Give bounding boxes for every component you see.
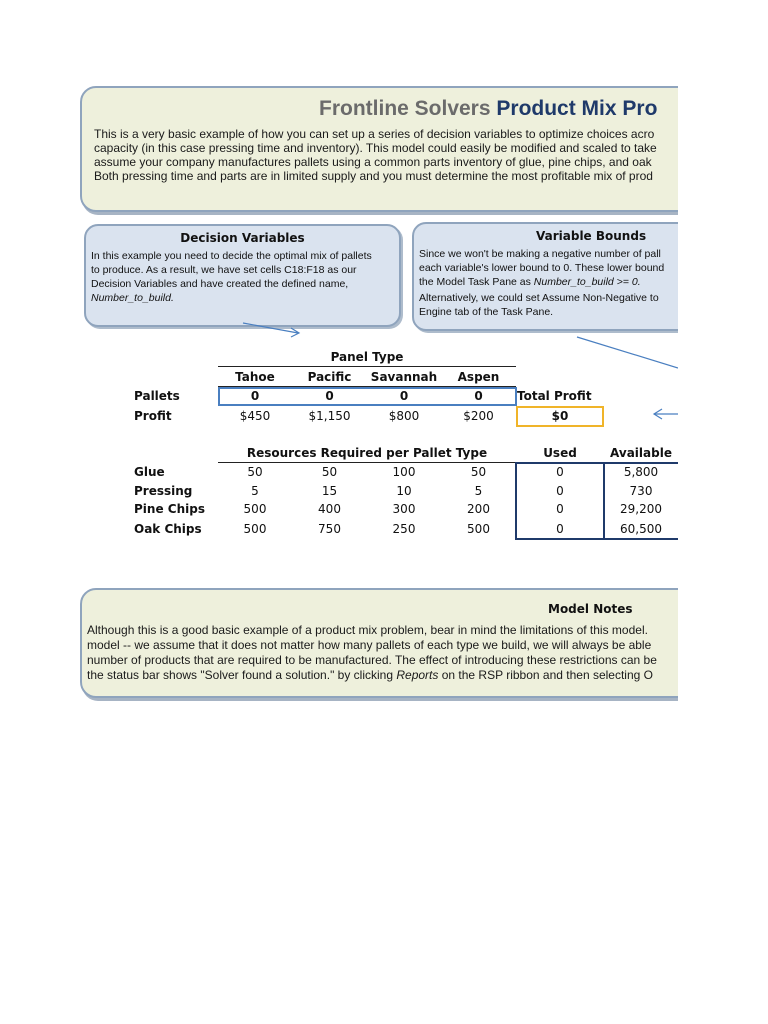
resource-cell[interactable]: 100	[392, 465, 416, 479]
pallet-cell[interactable]: 0	[325, 389, 334, 403]
callout-title: Variable Bounds	[536, 229, 647, 243]
column-header: Aspen	[457, 370, 500, 384]
callout-title: Decision Variables	[180, 231, 305, 245]
available-cell[interactable]: 29,200	[620, 502, 662, 516]
used-cell[interactable]: 0	[556, 522, 564, 536]
pallet-cell[interactable]: 0	[250, 389, 260, 403]
used-cell[interactable]: 0	[556, 502, 564, 516]
available-cell[interactable]: 5,800	[623, 465, 659, 479]
available-header: Available	[610, 446, 672, 460]
callout-line: each variable's lower bound to 0. These lower bound	[419, 262, 665, 274]
callout-line: Decision Variables and have created the defined name,	[91, 278, 349, 290]
column-header: Pacific	[307, 370, 352, 384]
intro-line: assume your company manufactures pallets using a common parts inventory of glue, pine chips, and oak	[94, 155, 652, 169]
resource-cell[interactable]: 500	[243, 502, 267, 516]
notes-line	[87, 668, 657, 683]
model-notes-box	[80, 588, 678, 698]
resource-cell[interactable]: 300	[392, 502, 416, 516]
resource-cell[interactable]: 5	[474, 484, 483, 498]
notes-line: Although this is a good basic example of a product mix problem, bear in mind the limitations of this model.	[87, 623, 648, 637]
vb-arrow-line	[577, 337, 678, 368]
row-label: Pine Chips	[134, 502, 205, 516]
resource-cell[interactable]: 500	[243, 522, 267, 536]
callout-line: Since we won't be making a negative number of pall	[419, 248, 661, 260]
row-label: Profit	[134, 409, 172, 423]
column-header: Tahoe	[235, 370, 275, 384]
resource-cell[interactable]: 5	[251, 484, 259, 498]
resource-cell[interactable]: 250	[392, 522, 416, 536]
total-profit-label: Total Profit	[517, 389, 592, 403]
callout-text-span: the Model Task Pane as	[419, 276, 534, 288]
resource-cell[interactable]: 50	[321, 465, 338, 479]
row-label: Pressing	[134, 484, 193, 498]
callout-line: In this example you need to decide the optimal mix of pallets	[91, 250, 372, 262]
resource-cell[interactable]: 50	[470, 465, 487, 479]
notes-text	[87, 623, 657, 683]
notes-line: model -- we assume that it does not matter how many pallets of each type we build, we will always be able	[87, 638, 652, 652]
callout-line: Alternatively, we could set Assume Non-Negative to	[419, 292, 659, 304]
resource-cell[interactable]: 50	[247, 465, 263, 479]
resource-cell[interactable]: 15	[321, 484, 338, 498]
profit-cell[interactable]: $450	[239, 409, 271, 423]
divider	[218, 366, 516, 367]
notes-title: Model Notes	[548, 602, 633, 616]
title-brand: Frontline Solvers	[319, 97, 491, 120]
profit-cell[interactable]: $800	[388, 409, 420, 423]
panel-type-header: Panel Type	[330, 350, 404, 364]
dv-arrow-line	[243, 323, 298, 333]
title-model: Product Mix Pro	[496, 97, 658, 120]
notes-text-em: Reports	[396, 668, 439, 682]
profit-cell[interactable]: $200	[463, 409, 494, 423]
pallet-cell[interactable]: 0	[474, 389, 483, 403]
resource-cell[interactable]: 200	[467, 502, 490, 516]
pallet-cell[interactable]: 0	[399, 389, 409, 403]
callout-text-em: Number_to_build >= 0.	[533, 276, 641, 288]
intro-line: This is a very basic example of how you can set up a series of decision variables to optimize choices acro	[94, 127, 655, 141]
resource-cell[interactable]: 750	[318, 522, 341, 536]
intro-line: capacity (in this case pressing time and inventory). This model could easily be modified and scaled to take	[94, 141, 657, 155]
notes-text-span: the status bar shows "Solver found a solution." by clicking	[87, 668, 397, 682]
row-label: Oak Chips	[134, 522, 202, 536]
notes-text-span: on the RSP ribbon and then selecting O	[438, 668, 653, 682]
column-header: Savannah	[370, 370, 438, 384]
row-label: Pallets	[134, 389, 180, 403]
intro-line: Both pressing time and parts are in limited supply and you must determine the most profitable mix of prod	[94, 169, 653, 183]
callout-line: to produce. As a result, we have set cells C18:F18 as our	[91, 264, 357, 276]
callout-line: Engine tab of the Task Pane.	[419, 306, 554, 318]
resources-header: Resources Required per Pallet Type	[246, 446, 488, 460]
used-cell[interactable]: 0	[556, 484, 564, 498]
available-cell[interactable]: 730	[629, 484, 653, 498]
resource-cell[interactable]: 500	[467, 522, 490, 536]
available-cell[interactable]: 60,500	[620, 522, 662, 536]
profit-cell[interactable]: $1,150	[308, 409, 351, 423]
notes-line: number of products that are required to be manufactured. The effect of introducing these restrictions can be	[87, 653, 657, 667]
used-cell[interactable]: 0	[556, 465, 564, 479]
resource-cell[interactable]: 10	[396, 484, 412, 498]
row-label: Glue	[134, 465, 165, 479]
divider	[218, 462, 516, 463]
total-profit-cell[interactable]: $0	[551, 409, 569, 423]
used-header: Used	[543, 446, 577, 460]
callout-line: Number_to_build.	[91, 292, 174, 304]
resource-cell[interactable]: 400	[318, 502, 341, 516]
